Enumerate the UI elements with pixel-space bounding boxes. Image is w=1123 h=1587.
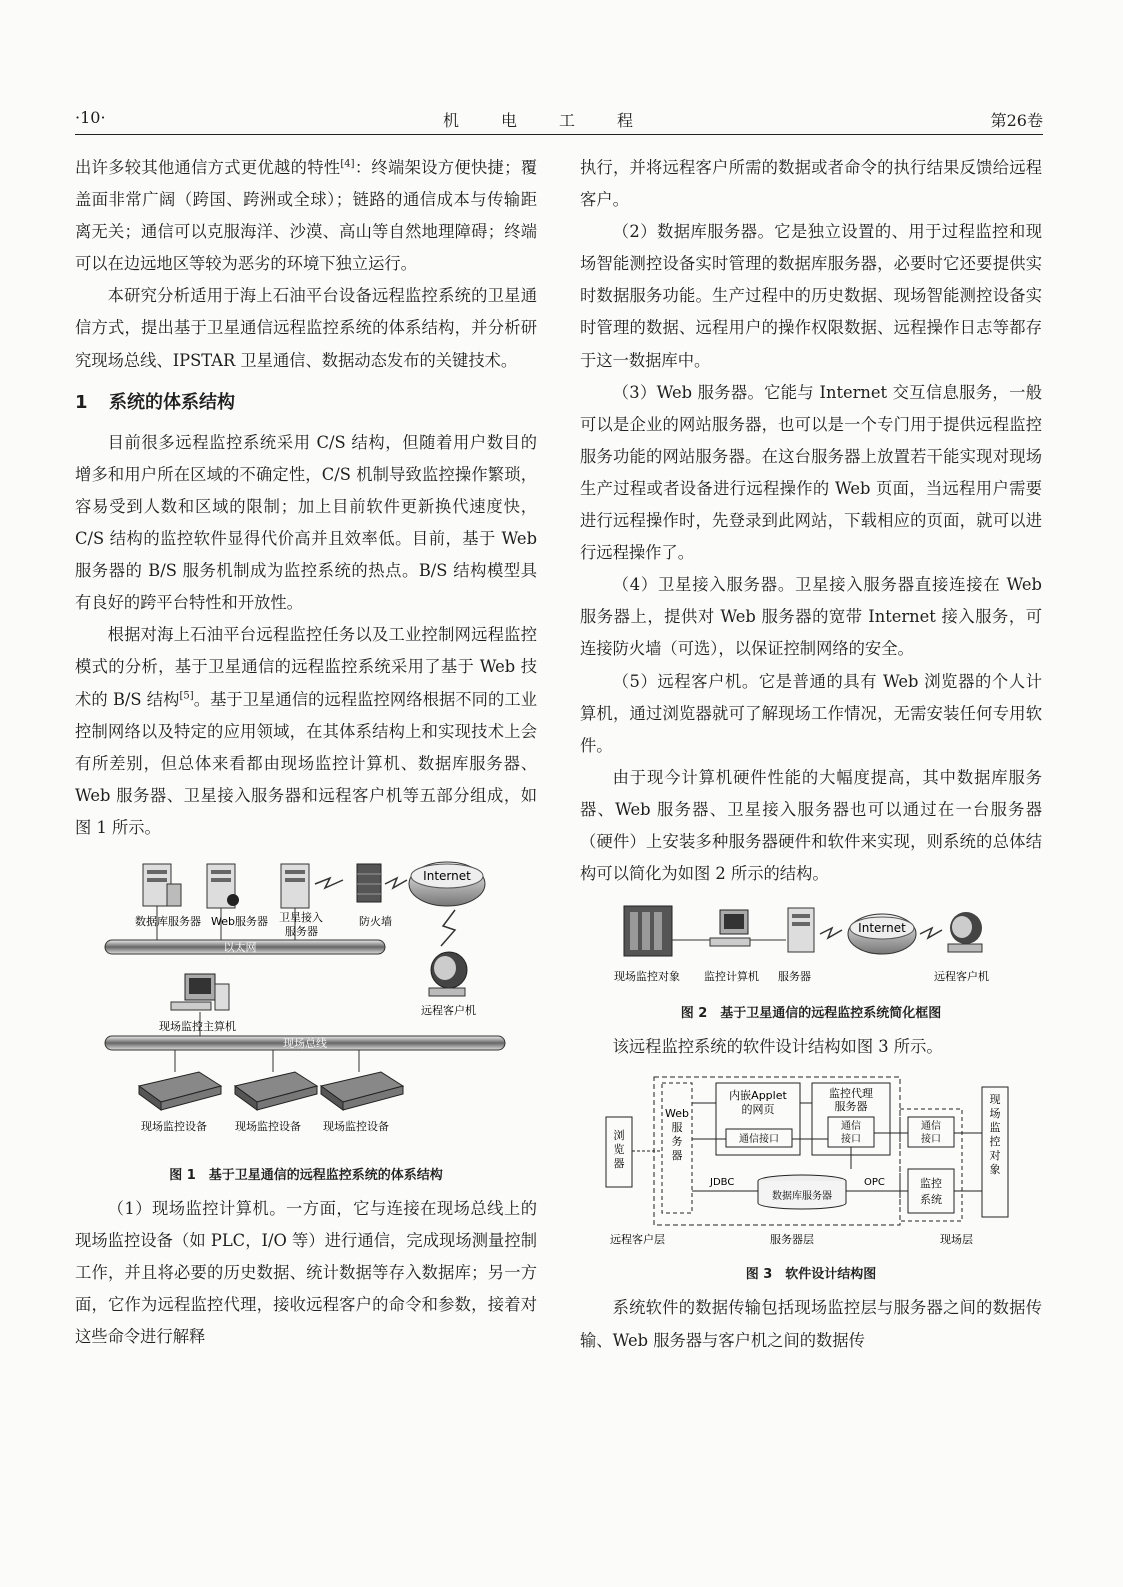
- label-host: 现场监控主算机: [159, 1019, 236, 1033]
- label-monitor-pc: 监控计算机: [704, 970, 759, 984]
- label-layer-client: 远程客户层: [610, 1233, 665, 1247]
- label-db: 数据库服务器: [772, 1191, 832, 1203]
- paragraph: （2）数据库服务器。它是独立设置的、用于过程监控和现场智能测控设备实时管理的数据库服务器，必要时它还要提供实时数据服务功能。生产过程中的历史数据、现场智能测控设备实时管理的数据、远程用户的操作权限数据、远程操作日志等都存于这一数据库中。: [580, 222, 1042, 370]
- label-layer-server: 服务器层: [770, 1233, 814, 1247]
- label-fieldbus: 现场总线: [283, 1036, 327, 1050]
- figure-1-diagram: [75, 854, 537, 1154]
- paragraph: （3）Web 服务器。它能与 Internet 交互信息服务，一般可以是企业的网站服务器，也可以是一个专门用于提供远程监控服务功能的网站服务器。在这台服务器上放置若干能实现对现场生产过程或者设备进行远程操作的 Web 页面，当远程用户需要进行远程操作时，先登录到此网站，下载相应的页面，就可以进行远程操作了。: [580, 382, 1042, 563]
- paragraph: 该远程监控系统的软件设计结构如图 3 所示。: [612, 1037, 943, 1057]
- label-applet-1: 内嵌Applet: [729, 1089, 787, 1103]
- figure-2: [580, 900, 1042, 1025]
- figure-3-diagram: [580, 1073, 1042, 1253]
- remote-client-icon: [429, 952, 467, 996]
- label-sat-server-1: 卫星接入: [279, 910, 323, 924]
- label-web-server: Web 服务器: [665, 1107, 689, 1163]
- database-icon: [758, 1175, 846, 1209]
- field-device-icon: [139, 1072, 221, 1110]
- label-layer-field: 现场层: [940, 1233, 973, 1247]
- label-field-object: 现场监控对象: [614, 970, 680, 984]
- citation[interactable]: [4]: [340, 158, 355, 170]
- label-opc: OPC: [864, 1177, 885, 1189]
- paragraph: 根据对海上石油平台远程监控任务以及工业控制网远程监控模式的分析，基于卫星通信的远程监控系统采用了基于 Web 技术的 B/S 结构[5]。基于卫星通信的远程监控网络根据不同的工业控制网络以及特定的应用领域，在其体系结构上和实现技术上会有所差别，但总体来看都由现场监控计算机、数据库服务器、Web 服务器、卫星接入服务器和远程客户机等五部分组成，如图 1 所示。: [75, 625, 537, 837]
- monitor-host-icon: [171, 974, 229, 1010]
- label-jdbc: JDBC: [710, 1177, 735, 1189]
- label-device-2: 现场监控设备: [235, 1119, 301, 1133]
- internet-cloud-icon: [409, 862, 485, 906]
- citation[interactable]: [5]: [179, 690, 194, 702]
- journal-title: 机电工程: [442, 111, 675, 130]
- internet-cloud-icon: [848, 914, 916, 954]
- label-browser: 浏览器: [613, 1129, 625, 1171]
- paragraph: 系统软件的数据传输包括现场监控层与服务器之间的数据传输、Web 服务器与客户机之间的数据传: [580, 1298, 1042, 1350]
- label-server: 服务器: [778, 970, 811, 984]
- figure-1: [75, 854, 537, 1187]
- label-sat-server-2: 服务器: [285, 924, 318, 938]
- label-comm-2b: 接口: [841, 1134, 861, 1146]
- label-device-1: 现场监控设备: [141, 1119, 207, 1133]
- paragraph: 目前很多远程监控系统采用 C/S 结构，但随着用户数目的增多和用户所在区域的不确定性，C/S 机制导致监控操作繁琐，容易受到人数和区域的限制；加上目前软件更新换代速度快，C/S 结构的监控软件显得代价高并且效率低。目前，基于 Web 服务器的 B/S 服务机制成为监控系统的热点。B/S 结构模型具有良好的跨平台特性和开放性。: [75, 432, 537, 613]
- label-applet-2: 的网页: [741, 1103, 775, 1117]
- label-field-object: 现场监控对象: [989, 1093, 1001, 1177]
- web-server-icon: [207, 864, 239, 908]
- volume-label: 第26卷: [990, 111, 1043, 130]
- monitor-pc-icon: [710, 910, 750, 946]
- paragraph: 本研究分析适用于海上石油平台设备远程监控系统的卫星通信方式，提出基于卫星通信远程监控系统的体系结构，并分析研究现场总线、IPSTAR 卫星通信、数据动态发布的关键技术。: [75, 286, 537, 370]
- label-db-server: 数据库服务器: [135, 914, 201, 928]
- web-server-box: [662, 1083, 692, 1213]
- remote-client-icon: [948, 912, 982, 952]
- label-ethernet: 以太网: [223, 940, 257, 954]
- label-device-3: 现场监控设备: [323, 1119, 389, 1133]
- link-icon: [385, 878, 407, 888]
- page-number: ·10·: [75, 108, 106, 127]
- field-device-icon: [235, 1072, 317, 1110]
- paragraph: 出许多较其他通信方式更优越的特性[4]：终端架设方便快捷；覆盖面非常广阔（跨国、跨洲或全球）；链路的通信成本与传输距离无关；通信可以克服海洋、沙漠、高山等自然地理障碍；终端可以在边远地区等较为恶劣的环境下独立运行。: [75, 158, 537, 274]
- figure-3: [580, 1073, 1042, 1286]
- link-icon: [315, 878, 343, 888]
- server-icon: [788, 908, 814, 952]
- internet-label: Internet: [858, 921, 906, 936]
- paragraph: （1）现场监控计算机。一方面，它与连接在现场总线上的现场监控设备（如 PLC，I/O 等）进行通信，完成现场测量控制工作，并且将必要的历史数据、统计数据等存入数据库；另一方面，它作为远程监控代理，接收远程客户的命令和参数，接着对这些命令进行解释: [75, 1199, 537, 1347]
- internet-label: Internet: [423, 868, 471, 883]
- label-firewall: 防火墙: [359, 914, 392, 928]
- field-object-icon: [624, 906, 672, 956]
- section-heading: 1 系统的体系结构: [75, 391, 235, 413]
- label-mon-2: 系统: [920, 1193, 942, 1207]
- paragraph: 由于现今计算机硬件性能的大幅度提高，其中数据库服务器、Web 服务器、卫星接入服务器也可以通过在一台服务器（硬件）上安装多种服务器硬件和软件来实现，则系统的总体结构可以简化为如图 2 所示的结构。: [580, 767, 1042, 884]
- label-remote-client: 远程客户机: [934, 970, 989, 984]
- paragraph: （4）卫星接入服务器。卫星接入服务器直接连接在 Web 服务器上，提供对 Web 服务器的宽带 Internet 接入服务，可连接防火墙（可选），以保证控制网络的安全。: [580, 575, 1042, 659]
- paragraph: （5）远程客户机。它是普通的具有 Web 浏览器的个人计算机，通过浏览器就可了解现场工作情况，无需安装任何专用软件。: [580, 671, 1042, 755]
- label-comm-3a: 通信: [921, 1121, 941, 1133]
- monitor-system-box: [908, 1169, 954, 1213]
- label-agent-1: 监控代理: [829, 1087, 873, 1101]
- wireless-link-icon: [441, 910, 455, 946]
- figure-2-caption: 图 2 基于卫星通信的远程监控系统简化框图: [680, 1006, 942, 1022]
- figure-3-caption: 图 3 软件设计结构图: [745, 1267, 877, 1283]
- paragraph: 执行，并将远程客户所需的数据或者命令的执行结果反馈给远程客户。: [580, 158, 1042, 210]
- page-header: [75, 104, 1043, 135]
- satellite-server-icon: [281, 864, 309, 908]
- label-remote-client: 远程客户机: [421, 1003, 476, 1017]
- label-comm-2a: 通信: [841, 1121, 861, 1133]
- label-web-server: Web服务器: [211, 914, 268, 928]
- right-column: [580, 152, 1042, 1357]
- firewall-icon: [357, 864, 381, 902]
- label-mon-1: 监控: [920, 1177, 942, 1191]
- label-agent-2: 服务器: [834, 1100, 868, 1114]
- figure-2-diagram: [580, 900, 1042, 992]
- label-comm-3b: 接口: [921, 1134, 941, 1146]
- left-column: [75, 152, 537, 1354]
- label-comm-1: 通信接口: [739, 1134, 779, 1146]
- field-device-icon: [321, 1072, 403, 1110]
- db-server-icon: [143, 864, 181, 906]
- figure-1-caption: 图 1 基于卫星通信的远程监控系统的体系结构: [169, 1168, 443, 1184]
